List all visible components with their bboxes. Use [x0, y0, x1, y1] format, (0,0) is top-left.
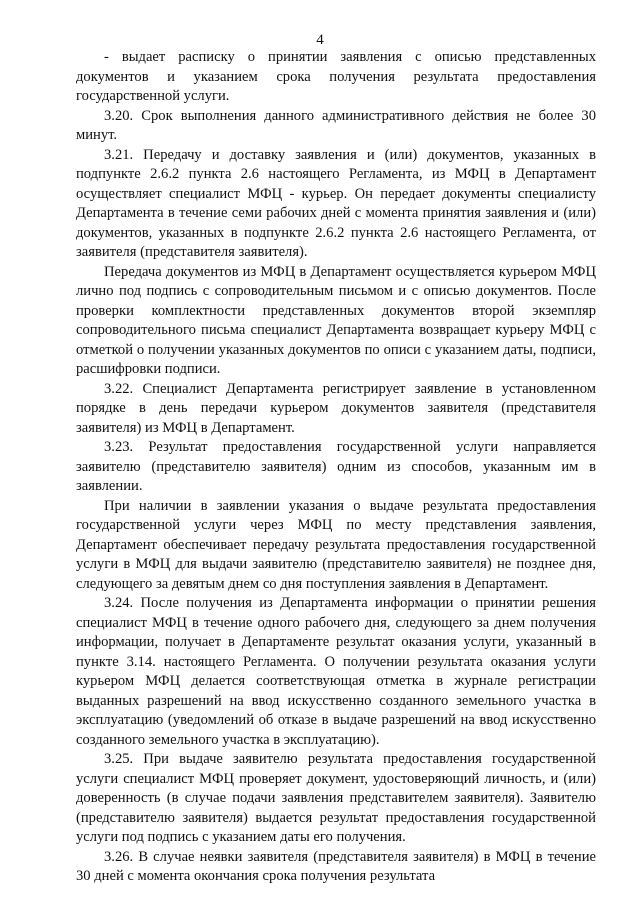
paragraph-courier-transfer: Передача документов из МФЦ в Департамент осуществляется курьером МФЦ лично под подпись с сопроводительным письмом и с описью документов. После проверки комплектности представленных документов второй экземпляр сопроводительного письма специалист Департамента возвращает курьеру МФЦ с отметкой о получении указанных документов по описи с указанием даты, подписи, расшифровки подписи. [76, 263, 596, 377]
paragraph-receipt: - выдает расписку о принятии заявления с описью представленных документов и указанием срока получения результата предоставления государственной услуги. [76, 49, 596, 104]
paragraph-3-21: 3.21. Передачу и доставку заявления и (или) документов, указанных в подпункте 2.6.2 пункта 2.6 настоящего Регламента, из МФЦ в Департамент осуществляет специалист МФЦ - курьер. Он передает документы специалисту Департамента в течение семи рабочих дней с момента принятия заявления и (или) документов, указанных в подпункте 2.6.2 пункта 2.6 настоящего Регламента, от заявителя (представителя заявителя). [76, 146, 596, 260]
document-body [76, 48, 596, 887]
paragraph-3-24: 3.24. После получения из Департамента информации о принятии решения специалист МФЦ в течение одного рабочего дня, следующего за днем получения информации, получает в Департаменте результат оказания услуги, указанный в пункте 3.14. настоящего Регламента. О получении результата оказания услуги курьером МФЦ делается соответствующая отметка в журнале регистрации выданных разрешений на ввод искусственно созданного земельного участка в эксплуатацию (уведомлений об отказе в выдаче разрешений на ввод искусственно созданного земельного участка в эксплуатацию). [76, 595, 596, 748]
paragraph-3-23: 3.23. Результат предоставления государственной услуги направляется заявителю (представителю заявителя) одним из способов, указанным им в заявлении. [76, 439, 596, 494]
paragraph-3-25: 3.25. При выдаче заявителю результата предоставления государственной услуги специалист МФЦ проверяет документ, удостоверяющий личность, и (или) доверенность (в случае подачи заявления представителем заявителя). Заявителю (представителю заявителя) выдается результат предоставления государственной услуги под подпись с указанием даты его получения. [76, 751, 596, 845]
page-number: 4 [316, 32, 324, 48]
paragraph-result-via-mfc: При наличии в заявлении указания о выдаче результата предоставления государственной услуги через МФЦ по месту представления заявления, Департамент обеспечивает передачу результата предоставления государственной услуги в МФЦ для выдачи заявителю (представителю заявителя) не позднее дня, следующего за девятым днем со дня поступления заявления в Департамент. [76, 497, 596, 592]
paragraph-3-26: 3.26. В случае неявки заявителя (представителя заявителя) в МФЦ в течение 30 дней с момента окончания срока получения результата [76, 848, 596, 884]
paragraph-3-22: 3.22. Специалист Департамента регистрирует заявление в установленном порядке в день передачи курьером документов заявителя (представителя заявителя) из МФЦ в Департамент. [76, 380, 596, 436]
paragraph-3-20: 3.20. Срок выполнения данного административного действия не более 30 минут. [76, 107, 596, 143]
